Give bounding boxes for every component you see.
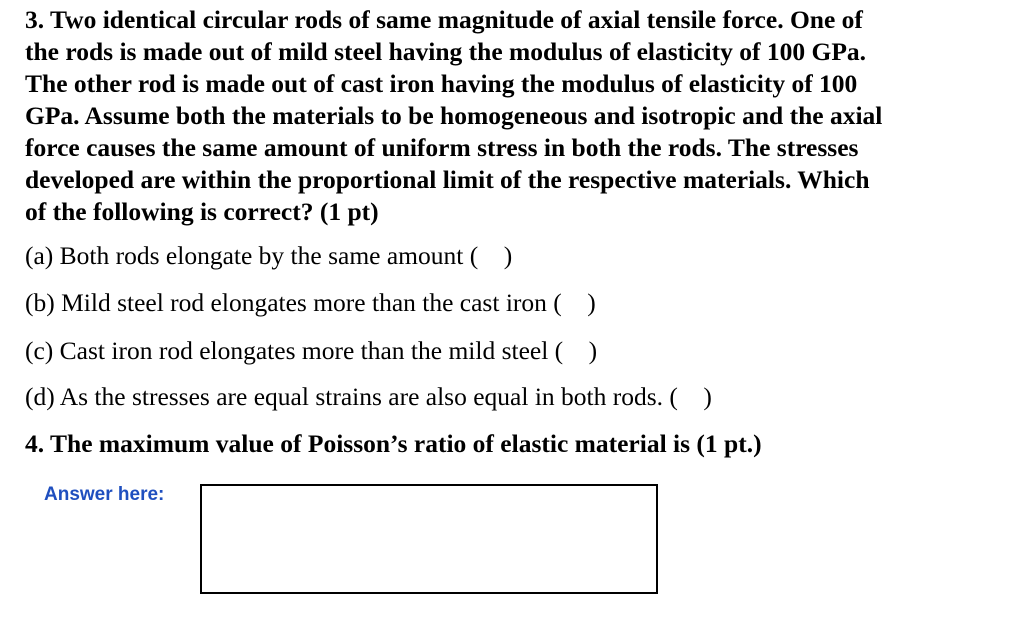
option-c[interactable]: (c) Cast iron rod elongates more than the mild steel ( ) [25,336,598,365]
question-3-line: 3. Two identical circular rods of same magnitude of axial tensile force. One of [25,5,863,34]
question-3-line: of the following is correct? (1 pt) [25,197,379,226]
question-3-line: developed are within the proportional limit of the respective materials. Which [25,165,870,194]
answer-input-box[interactable] [200,484,658,594]
question-3-line: force causes the same amount of uniform stress in both the rods. The stresses [25,133,859,162]
question-4-text: 4. The maximum value of Poisson’s ratio of elastic material is (1 pt.) [25,429,762,458]
question-3-line: the rods is made out of mild steel having the modulus of elasticity of 100 GPa. [25,37,867,66]
question-3-line: GPa. Assume both the materials to be homogeneous and isotropic and the axial [25,101,883,130]
option-b[interactable]: (b) Mild steel rod elongates more than the cast iron ( ) [25,288,596,317]
option-d[interactable]: (d) As the stresses are equal strains are also equal in both rods. ( ) [25,382,712,411]
answer-label: Answer here: [44,484,165,505]
option-a[interactable]: (a) Both rods elongate by the same amount ( ) [25,241,513,270]
question-3-line: The other rod is made out of cast iron having the modulus of elasticity of 100 [25,69,858,98]
question-3-text [25,4,955,228]
